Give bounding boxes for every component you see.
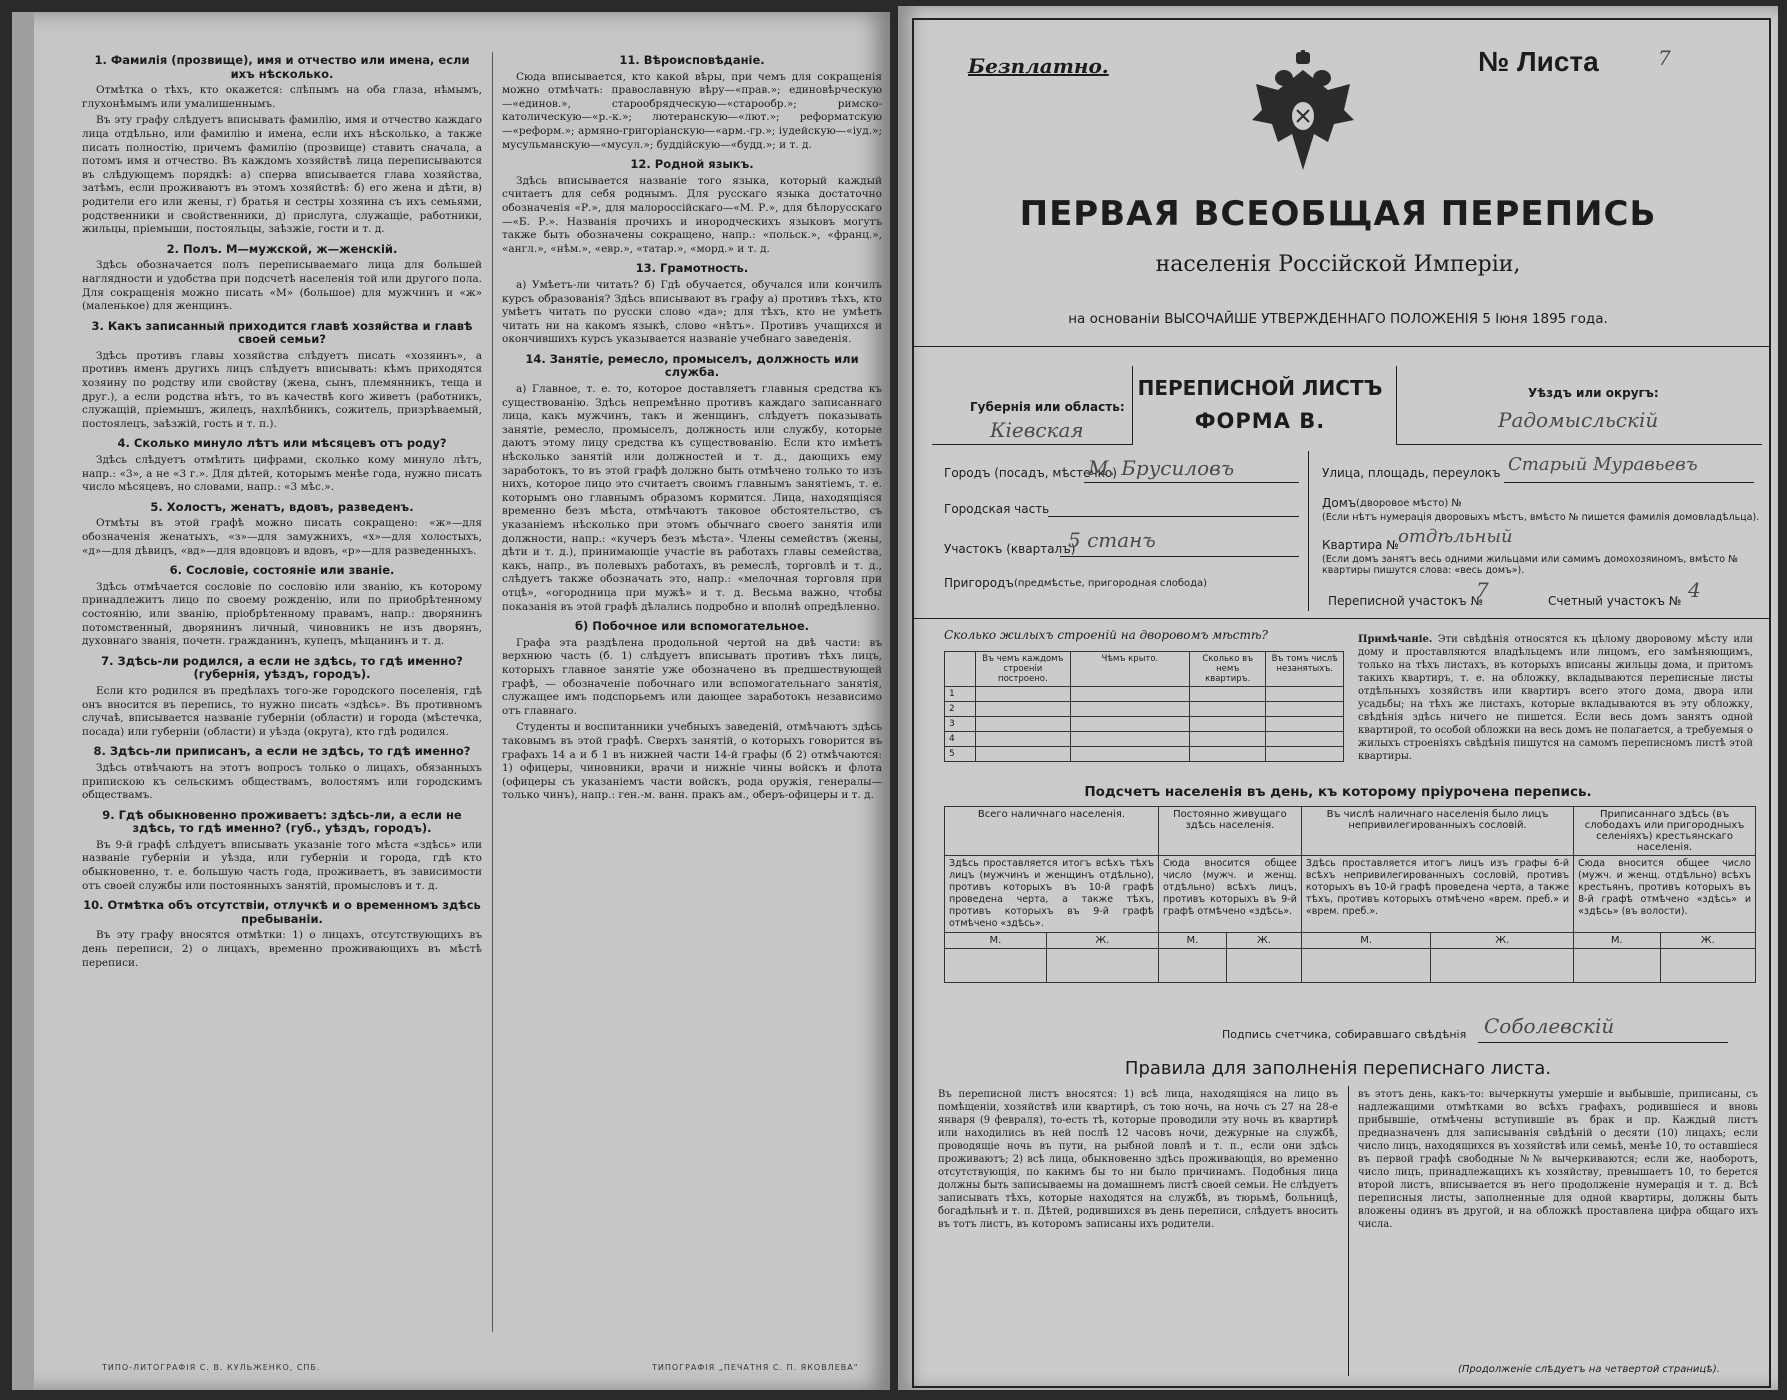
instruction-text: Въ эту графу слѣдуетъ вписывать фамилію, имя и отчество каждаго лица отдѣльно, или фамилію и имена, если ихъ нѣсколько, а также писать полностію, причемъ фамилію (прозвище) ставить сначала, а потомъ имя и отчество. Въ каждомъ хозяйствѣ лица переписываются въ слѣдующемъ порядкѣ: а) сперва вписывается глава хозяйства, затѣмъ, если проживаютъ въ этомъ хозяйствѣ: б) его жена и дѣти, в) родители его или жены, г) братья и сестры хозяина съ ихъ семьями, родственники и свойственники, д) прислуга, служащіе, работники, жильцы, пріемыши, постояльцы, заѣзжіе, гости и т. д. [82,114,482,236]
uezd-value: Радомысльскій [1498,408,1659,432]
double-headed-eagle-icon [1248,50,1358,180]
census-basis: на основаніи ВЫСОЧАЙШЕ УТВЕРЖДЕННАГО ПОЛОЖЕНІЯ 5 Іюня 1895 года. [1068,311,1608,327]
buildings-header-roof: Чѣмъ крыто. [1070,652,1189,687]
census-form-page [898,6,1778,1390]
female-column: Ж. [1431,933,1574,949]
suburb-label: Пригородъ [944,576,1014,590]
instruction-heading: 9. Гдѣ обыкновенно проживаетъ: здѣсь-ли, а если не здѣсь, то гдѣ именно? (губ., уѣздъ, городъ). [102,807,462,836]
column-divider [492,52,493,1332]
buildings-table [944,651,1344,762]
city-label: Городъ (посадъ, мѣстечко) [944,466,1117,480]
instructions-left-column [82,48,482,1338]
count-cell [1158,949,1226,983]
male-column: М. [1301,933,1430,949]
instruction-heading: 8. Здѣсь-ли приписанъ, а если не здѣсь, то гдѣ именно? [93,744,471,759]
cell-vacant [1266,732,1344,747]
count-cell [945,949,1047,983]
female-column: Ж. [1660,933,1755,949]
instruction-text: Здѣсь отмѣчается сословіе по сословію или званію, къ которому принадлежитъ лицо по своему рожденію, или по приобрѣтенному состоянію, или званію, пріобрѣтенному правамъ, напр.: дворянинъ потомственный, дворянинъ личный, чиновникъ не изъ дворянъ, духовнаго званія, почетн. гражданинъ, купецъ, мѣщанинъ и т. д. [82,580,482,648]
house-label: Домъ [1322,496,1357,510]
cell-apartments [1190,717,1266,732]
count-body-present: Здѣсь проставляется итогъ всѣхъ тѣхъ лицъ (мужчинъ и женщинъ отдѣльно), противъ которыхъ въ 10-й графѣ проведена черта, а также тѣхъ, противъ которыхъ въ 9-й графѣ отмѣчено «здѣсь». [945,856,1159,933]
cell-roof [1070,717,1189,732]
rules-title: Правила для заполненія переписнаго листа. [1124,1058,1552,1079]
cell-roof [1070,702,1189,717]
cell-vacant [1266,747,1344,762]
instruction-heading: 4. Сколько минуло лѣтъ или мѣсяцевъ отъ роду? [117,436,447,451]
instruction-text: а) Главное, т. е. то, которое доставляетъ главныя средства къ существованію. Здѣсь непремѣнно противъ каждаго записаннаго лица, какъ мужчинъ, такъ и женщинъ, слѣдуетъ показывать занятіе, ремесло, промыселъ, должность или службу, которые даютъ этому лицу средства къ существованію. Если кто имѣетъ нѣсколько занятій или должностей и т. д., дающихъ ему заработокъ, то въ этой графѣ должно быть отмѣчено только то изъ нихъ, которое лицо это считаетъ своимъ главнымъ занятіемъ, т. е. которымъ оно главнымъ образомъ кормится. Лица, находящіяся временно безъ мѣста, отмѣчаютъ таковое обстоятельство, съ указаніемъ нѣсколько при этомъ обычнаго своего занятія или должности, напр.: «кучеръ безъ мѣста». Члены семействъ (жены, дѣти и т. д.), принимающіе участіе въ работахъ главы семейства, какъ, напр., въ полевыхъ работахъ, въ ремеслѣ, торговлѣ и т. д., слѣдуетъ также обозначать это, напр.: «мелочная торговля при отцѣ», «огородница при мужѣ» и т. д. Весьма важно, чтобы показанія въ этой графѣ дѣлались подробно и вполнѣ опредѣленно. [502,383,882,613]
table-row [945,717,1344,732]
count-body-nonprivileged: Здѣсь проставляется итогъ лицъ изъ графы 6-й всѣхъ непривилегированныхъ сословій, противъ которыхъ въ 10-й графѣ проведена черта, а также тѣхъ, противъ которыхъ отмѣчено «врем. преб.» и «врем. преб.». [1301,856,1573,933]
count-title: Подсчетъ населенія въ день, къ которому пріурочена перепись. [1084,784,1592,800]
instruction-heading: б) Побочное или вспомогательное. [574,619,809,634]
cell-material [976,747,1071,762]
underline [1478,1042,1728,1043]
vertical-divider [1308,451,1309,611]
street-value: Старый Муравьевъ [1508,454,1698,475]
row-number: 4 [945,732,976,747]
buildings-question: Сколько жилыхъ строеній на дворовомъ мѣстѣ? [944,628,1268,642]
instruction-text: Здѣсь противъ главы хозяйства слѣдуетъ писать «хозяинъ», а противъ именъ другихъ лицъ слѣдуетъ вписывать: кѣмъ приходятся хозяину по родству или свойству (жена, сынъ, племянникъ, теща и друг.), а если родства нѣтъ, то въ качествѣ кого живетъ (работникъ, служащій, пріемышъ, жилецъ, нахлѣбникъ, сожитель, призрѣваемый, постоялецъ, заѣзжій, гость и т. п.). [82,349,482,430]
cell-material [976,732,1071,747]
free-label: Безплатно. [968,54,1109,78]
cell-vacant [1266,717,1344,732]
table-row [945,687,1344,702]
signature-value: Соболевскій [1484,1014,1615,1038]
rules-continuation: (Продолженіе слѣдуетъ на четвертой страницѣ). [1458,1364,1720,1375]
sheet-number-label: № Листа [1478,46,1599,77]
instruction-heading: 10. Отмѣтка объ отсутствіи, отлучкѣ и о временномъ здѣсь пребываніи. [83,898,481,926]
census-district-label: Переписной участокъ № [1328,594,1483,608]
province-value: Кіевская [990,418,1084,442]
count-header-permanent: Постоянно живущаго здѣсь населенія. [1158,807,1301,856]
instruction-text: Въ 9-й графѣ слѣдуетъ вписывать указаніе того мѣста «здѣсь» или названіе губерніи и уѣзда, или губерніи и города, гдѣ кто обыкновенно, т. е. большую часть года, проживаетъ, въ зависимости отъ своей службы или постоянныхъ занятій, промысловъ и т. д. [82,838,482,892]
instruction-text: Здѣсь вписывается названіе того языка, который каждый считаетъ для себя роднымъ. Для русскаго языка достаточно обозначенія «Р.», для малороссійскаго—«М. Р.», для бѣлорусскаго—«Б. Р.». Названія прочихъ и инородческихъ языковъ могутъ также быть обозначены сокращено, напр.: «польск.», «франц.», «англ.», «нѣм.», «евр.», «татар.», «морд.» и т. д. [502,174,882,255]
house-note: (дворовое мѣсто) № [1356,498,1462,509]
cell-apartments [1190,732,1266,747]
form-title: ПЕРЕПИСНОЙ ЛИСТЪ [1137,376,1383,400]
underline [1504,482,1754,483]
instruction-text: Сюда вписывается, кто какой вѣры, при чемъ для сокращенія можно отмѣчать: православную вѣру—«прав.»; единовѣрческую—«единов.», старообрядческую—«старообр.»; римско-католическую—«р.-к.»; лютеранскую—«лют.»; реформатскую—«реформ.»; армяно-григоріанскую—«арм.-гр.»; іудейскую—«іуд.»; мусульманскую—«мусул.»; буддійскую—«будд.»; и т. д. [502,70,882,151]
instruction-text: Графа эта раздѣлена продольной чертой на двѣ части: въ верхнюю часть (б. 1) слѣдуетъ вписывать противъ тѣхъ лицъ, которыхъ главное занятіе уже обозначено въ предшествующей графѣ, — обозначеніе побочнаго или вспомогательнаго занятія, служащее имъ подспорьемъ или дающее заработокъ независимо отъ главнаго. [502,636,882,717]
count-body-permanent: Сюда вносится общее число (мужч. и женщ. отдѣльно) всѣхъ лицъ, противъ которыхъ въ 9-й графѣ отмѣчено «здѣсь». [1158,856,1301,933]
census-title: ПЕРВАЯ ВСЕОБЩАЯ ПЕРЕПИСЬ [1019,194,1657,234]
count-cell [1301,949,1430,983]
district-value: 5 станъ [1068,528,1156,552]
form-subtitle: ФОРМА В. [1194,409,1326,433]
instruction-text: Отмѣты въ этой графѣ можно писать сокращено: «ж»—для обозначенія женатыхъ, «з»—для замужнихъ, «х»—для холостыхъ, «д»—для дѣвицъ, «вд»—для вдовцовъ и вдовъ, «р»—для разведенныхъ. [82,517,482,557]
row-number: 1 [945,687,976,702]
instruction-heading: 7. Здѣсь-ли родился, а если не здѣсь, то гдѣ именно? (губернія, уѣздъ, городъ). [101,653,463,682]
vertical-divider [1348,1086,1349,1376]
buildings-table-number-header [945,652,976,687]
cell-vacant [1266,702,1344,717]
cell-vacant [1266,687,1344,702]
instruction-text: а) Умѣетъ-ли читать? б) Гдѣ обучается, обучался или кончилъ курсъ образованія? Здѣсь вписывают въ графу а) противъ тѣхъ, кто умѣетъ читать по русски слово «да»; для тѣхъ, кто не умѣетъ читать ни на какомъ языкѣ, слово «нѣтъ». Противъ учащихся и окончившихъ курсъ указывается названіе учебнаго заведенія. [502,278,882,346]
district-label: Участокъ (кварталъ) [944,542,1076,556]
count-cell [1226,949,1301,983]
instruction-heading: 13. Грамотность. [635,261,749,276]
instruction-heading: 12. Родной языкъ. [630,157,754,172]
city-value: М. Брусиловъ [1088,456,1235,480]
instruction-heading: 3. Какъ записанный приходится главѣ хозяйства и главѣ своей семьи? [91,318,473,347]
count-body-peasant: Сюда вносится общее число (мужч. и женщ. отдѣльно) всѣхъ крестьянъ, противъ которыхъ въ 8-й графѣ отмѣчено «здѣсь» и «здѣсь» (въ волости). [1574,856,1756,933]
census-district-value: 7 [1476,578,1489,602]
instruction-heading: 11. Вѣроисповѣданіе. [619,53,765,67]
table-row [945,702,1344,717]
count-header-present: Всего наличнаго населенія. [945,807,1159,856]
apartment-value: отдѣльный [1398,526,1513,547]
instruction-text: Студенты и воспитанники учебныхъ заведеній, отмѣчаютъ здѣсь таковымъ въ этой графѣ. Сверхъ занятій, о которыхъ говорится въ графахъ 14 а и б 1 въ нижней части 14-й графы (б 2) отмѣчаются: 1) офицеры, чиновники, врачи и нижніе чины войскъ и флота (офицеры съ указаніемъ части войскъ, рода оружія, генералы—только чинъ), напр.: ген.-м. ванн. пракъ ам., оберъ-офицеры и т. д. [502,721,882,802]
rules-left-column: Въ переписной листъ вносятся: 1) всѣ лица, находящіяся на лицо въ помѣщеніи, хозяйствѣ или квартирѣ, съ тою ночь, на ночь съ 27 на 28-е января (9 февраля), то-есть тѣ, которые проводили эту ночь въ квартирѣ или находились въ ней послѣ 12 часовъ ночи, дежурные на службѣ, проводящіе ночь въ пути, на рыбной ловлѣ и т. п., если они здѣсь проживаютъ; 2) всѣ лица, обыкновенно здѣсь проживающія, но временно отсутствующія, по какимъ бы то ни было причинамъ. Подобныя лица должны быть записываемы на домашнемъ листѣ своей семьи. Не слѣдуетъ записывать тѣхъ, которые находятся на службѣ, въ тюрьмѣ, больницѣ, богадѣльнѣ и т. п. Дѣтей, родившихся въ день переписи, слѣдуетъ вносить въ тотъ листъ, въ которомъ записаны ихъ родители. [938,1089,1338,1230]
note-text: Эти свѣдѣнія относятся къ цѣлому дворовому мѣсту или дому и проставляются владѣльцемъ или лицомъ, его замѣняющимъ, только на тѣхъ листахъ, въ которыхъ вписаны жильцы дома, и притомъ такихъ квартиръ, т. е. на обложку, вкладываются переписные листы отдѣльныхъ хозяйствъ или квартиръ всего этого дома, двора или усадьбы; на тѣхъ же листахъ, которые вкладываются въ эту обложку, свѣдѣнія здѣсь ничего не пишется. Если весь домъ занятъ одной квартирой, то особой обложки на весь домъ не полагается, а требуемыя о жилыхъ строеніяхъ свѣдѣнія пишутся на самомъ переписномъ листѣ этой квартиры. [1358,634,1753,762]
buildings-header-material: Въ чемъ каждомъ строеніи построено. [976,652,1071,687]
count-cell [1574,949,1660,983]
uezd-label: Уѣздъ или округъ: [1528,386,1659,400]
female-column: Ж. [1046,933,1158,949]
cell-material [976,717,1071,732]
instruction-heading: 6. Сословіе, состояніе или званіе. [169,563,395,578]
count-cell [1660,949,1755,983]
rules-right-column: въ этотъ день, какъ-то: вычеркнуты умершіе и выбывшіе, приписаны, съ надлежащими отмѣтками во всѣхъ графахъ, родившіеся и вновь прибывшіе, отмѣчены вступившіе въ брак и пр. Каждый листъ предназначенъ для записыванія свѣдѣній о десяти (10) лицахъ; если число лицъ, находящихся въ хозяйствѣ или семьѣ, менѣе 10, то оставшіеся въ первой графѣ свободные №№ вычеркиваются; если же, наоборотъ, число лицъ, принадлежащихъ къ хозяйству, превышаетъ 10, то берется второй листъ, вписывается въ него продолженіе нумерація и т. д. Всѣ переписныя листы, заполненные для одной квартиры, должны быть вложены одинъ въ другой, и на обложкѣ проставлена цифра общаго ихъ числа. [1358,1089,1758,1230]
apartment-instruction: (Если домъ занятъ весь одними жильцами или самимъ домохозяиномъ, вмѣсто № квартиры пишутся слова: «весь домъ»). [1322,554,1739,576]
instruction-text: Отмѣтка о тѣхъ, кто окажется: слѣпымъ на оба глаза, нѣмымъ, глухонѣмымъ или умалишеннымъ. [82,84,482,110]
census-subtitle: населенія Россійской Имперіи, [1155,252,1521,277]
cell-roof [1070,747,1189,762]
uezd-box [1396,366,1762,445]
instruction-text: Здѣсь отвѣчаютъ на этотъ вопросъ только о лицахъ, обязанныхъ припискою къ сельскимъ обществамъ, волостямъ или городскимъ обществамъ. [82,761,482,802]
row-number: 3 [945,717,976,732]
counting-district-label: Счетный участокъ № [1548,594,1682,608]
count-cell [1046,949,1158,983]
instruction-text: Здѣсь обозначается полъ переписываемаго лица для большей наглядности и удобства при подсчетѣ населенія той или другого пола. Для сокращенія можно писать «М» (большое) для мужчинъ и «ж» (маленькое) для женщинъ. [82,259,482,313]
instruction-heading: 1. Фамилія (прозвище), имя и отчество или имена, если ихъ нѣсколько. [94,53,470,81]
province-label: Губернія или область: [970,400,1125,414]
sheet-number-value: 7 [1658,46,1671,70]
table-row [945,732,1344,747]
underline [1060,556,1299,557]
male-column: М. [945,933,1047,949]
cell-apartments [1190,702,1266,717]
instruction-text: Въ эту графу вносятся отмѣтки: 1) о лицахъ, отсутствующихъ въ день переписи, 2) о лицахъ, временно проживающихъ въ мѣстѣ переписи. [82,929,482,969]
buildings-header-apartments: Сколько въ немъ квартиръ. [1190,652,1266,687]
left-page [12,12,890,1390]
instruction-text: Если кто родился въ предѣлахъ того-же городского поселенія, гдѣ онъ вносится въ перепись, то нужно писать «здѣсь». Въ противномъ случаѣ, вписывается названіе губерніи (области) и города (мѣстечка, посада) или губерніи (области) и уѣзда (округа), кто гдѣ родился. [82,684,482,738]
male-column: М. [1158,933,1226,949]
suburb-note: (предмѣстье, пригородная слобода) [1014,578,1208,589]
underline [1048,516,1299,517]
house-instruction: (Если нѣтъ нумерація дворовыхъ мѣстъ, вмѣсто № пишется фамилія домовладѣльца). [1322,512,1760,523]
cell-material [976,702,1071,717]
count-cell [1431,949,1574,983]
female-column: Ж. [1226,933,1301,949]
cell-roof [1070,687,1189,702]
printer-imprint-left: ТИПО-ЛИТОГРАФІЯ С. В. КУЛЬЖЕНКО, СПБ. [102,1363,321,1372]
divider [912,346,1769,347]
city-part-label: Городская часть [944,502,1050,516]
printer-imprint-middle: ТИПОГРАФІЯ „ПЕЧАТНЯ С. П. ЯКОВЛЕВА" [652,1363,859,1372]
buildings-note [1358,633,1753,763]
instruction-heading: 5. Холостъ, женатъ, вдовъ, разведенъ. [150,499,414,514]
instruction-heading: 2. Полъ. М—мужской, ж—женскій. [166,241,398,256]
cell-roof [1070,732,1189,747]
instruction-text: Здѣсь слѣдуетъ отмѣтить цифрами, сколько кому минуло лѣтъ, напр.: «3», а не «3 г.». Для дѣтей, которымъ менѣе года, нужно писать число мѣсяцевъ, но словами, напр.: «3 мѣс.». [82,454,482,494]
note-title: Примѣчаніе. [1358,634,1433,645]
divider [912,618,1769,619]
signature-label: Подпись счетчика, собиравшаго свѣдѣнія [1222,1028,1467,1041]
instruction-heading: 14. Занятіе, ремесло, промыселъ, должность или служба. [525,351,859,380]
table-row [945,747,1344,762]
row-number: 5 [945,747,976,762]
buildings-header-vacant: Въ томъ числѣ незанятыхъ. [1266,652,1344,687]
male-column: М. [1574,933,1660,949]
apartment-label: Квартира № [1322,538,1399,552]
population-count-table [944,806,1756,983]
row-number: 2 [945,702,976,717]
page-edge [12,12,34,1390]
cell-apartments [1190,747,1266,762]
cell-apartments [1190,687,1266,702]
count-header-peasant: Приписаннаго здѣсь (въ слободахъ или пригородныхъ селеніяхъ) крестьянскаго населенія. [1574,807,1756,856]
count-header-nonprivileged: Въ числѣ наличнаго населенія было лицъ непривилегированныхъ сословій. [1301,807,1573,856]
street-label: Улица, площадь, переулокъ [1322,466,1501,480]
underline [1084,482,1299,483]
instructions-middle-column [502,48,882,1338]
counting-district-value: 4 [1688,578,1701,602]
cell-material [976,687,1071,702]
